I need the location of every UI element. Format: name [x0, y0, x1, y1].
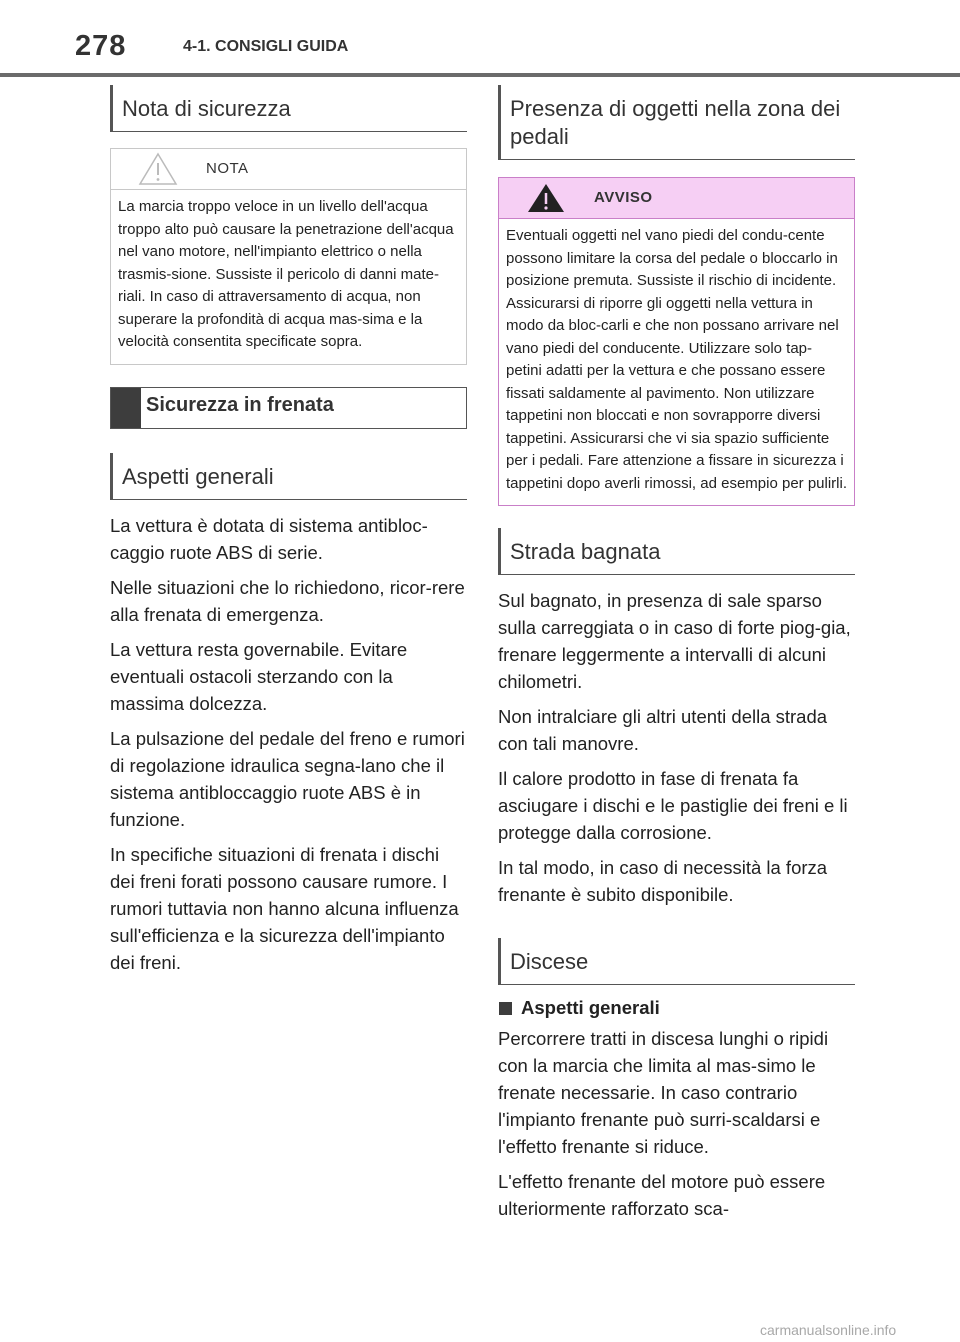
section-title: 4-1. CONSIGLI GUIDA: [183, 38, 349, 55]
avviso-box: [498, 177, 855, 506]
header-rule: [0, 73, 960, 77]
paragraph: Il calore prodotto in fase di frenata fa asciugare i dischi e le pastiglie dei freni e li protegge dalla corrosione.: [498, 768, 848, 843]
watermark: carmanualsonline.info: [760, 1322, 897, 1338]
right-column: [498, 85, 855, 1222]
nota-text: La marcia troppo veloce in un livello dell'acqua troppo alto può causare la penetrazione dell'acqua nel vano motore, nell'impianto elettrico o nella trasmis-sione. Sussiste il pericolo di danni mate-riali. In caso di attraversamento di acqua, non superare la profondità di acqua mas-sima e la velocità consentita specificate sopra.: [118, 198, 454, 350]
subheading-nota-sicurezza: Nota di sicurezza: [110, 85, 467, 132]
paragraph: Percorrere tratti in discesa lunghi o ripidi con la marcia che limita al mas-simo le frenate necessarie. In caso contrario l'impianto frenante può surri-scaldarsi e l'effetto frenante si riduce.: [498, 1028, 829, 1157]
page-number: 278: [75, 30, 127, 62]
paragraph: Sul bagnato, in presenza di sale sparso sulla carreggiata o in caso di forte piog-gia, frenare leggermente a intervalli di alcuni chilometri.: [498, 590, 851, 692]
bullet-heading: [498, 997, 855, 1019]
bullet-heading-text: Aspetti generali: [521, 997, 660, 1018]
subheading-pedali: Presenza di oggetti nella zona dei pedali: [498, 85, 855, 160]
subheading-aspetti-generali: Aspetti generali: [110, 453, 467, 500]
band-title: Sicurezza in frenata: [146, 393, 334, 416]
paragraph: La vettura è dotata di sistema antibloc-caggio ruote ABS di serie.: [110, 514, 428, 563]
subheading-strada-bagnata: Strada bagnata: [498, 528, 855, 575]
avviso-text: Eventuali oggetti nel vano piedi del condu-cente possono limitare la corsa del pedale o bloccarlo in posizione premuta. Sussiste il rischio di incidente. Assicurarsi di riporre gli oggetti nella vettura in modo da bloc-carli e che non possano arrivare nel vano piedi del conducente. Utilizzare solo tap-petini adatti per la vettura e che possano essere fissati saldamente al pavimento. Non utilizzare tappetini non bloccati e non sovrapporre diversi tappetini. Assicurarsi che vi sia spazio sufficiente per i pedali. Fare attenzione a fissare in sicurezza i tappetini dopo averli rimossi, ad esempio per pulirli.: [506, 227, 848, 492]
paragraph: L'effetto frenante del motore può essere ulteriormente rafforzato sca-: [498, 1171, 826, 1219]
square-bullet-icon: [499, 1002, 512, 1015]
avviso-label: AVVISO: [594, 189, 653, 206]
warning-triangle-icon: [526, 183, 566, 213]
subheading-discese: Discese: [498, 938, 855, 985]
paragraph: Non intralciare gli altri utenti della strada con tali manovre.: [498, 706, 828, 754]
page-header: [0, 0, 960, 78]
paragraph: La pulsazione del pedale del freno e rumori di regolazione idraulica segna-lano che il sistema antibloccaggio ruote ABS è in funzione.: [110, 727, 465, 830]
warning-triangle-icon: [138, 152, 178, 186]
left-column: [110, 85, 467, 976]
paragraph: In tal modo, in caso di necessità la forza frenante è subito disponibile.: [498, 857, 828, 905]
section-band: [110, 387, 467, 429]
paragraph: La vettura resta governabile. Evitare eventuali ostacoli sterzando con la massima dolcezza.: [110, 638, 408, 714]
nota-box: [110, 148, 467, 365]
avviso-header: [499, 178, 854, 219]
band-marker: [111, 388, 141, 428]
nota-label: NOTA: [206, 160, 249, 177]
paragraph: Nelle situazioni che lo richiedono, ricor-rere alla frenata di emergenza.: [110, 576, 465, 625]
paragraph: In specifiche situazioni di frenata i dischi dei freni forati possono causare rumore. I rumori tuttavia non hanno alcuna influenza sull'efficienza e la sicurezza dell'impianto dei freni.: [110, 843, 459, 973]
nota-header: [111, 149, 466, 190]
